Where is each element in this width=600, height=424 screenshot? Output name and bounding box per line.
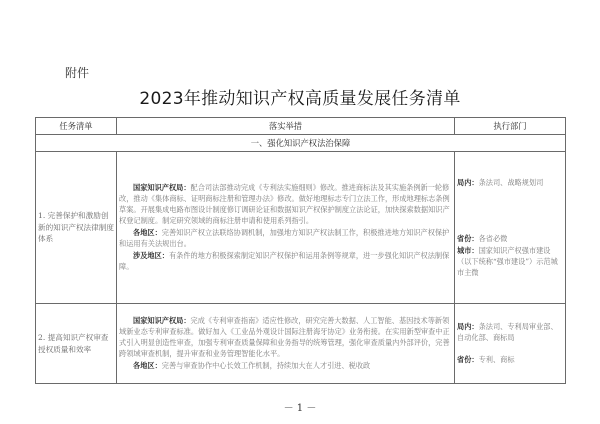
dept-label: 局内： [457,322,479,331]
table-row [36,152,566,304]
task-table [35,117,566,384]
header-task-list: 任务清单 [36,118,117,135]
measure-item [119,227,452,249]
dept-label: 省份： [457,355,479,364]
measure-text: 完成《专利审查指南》适应性修改，研究完善大数据、人工智能、基因技术等新领域新业态专利审查标准。做好加入《工业品外观设计国际注册海牙协定》业务衔接。在实用新型审查中正式引入明显创造性审查，加强专利审查质量保障和业务指导的统筹管理，强化审查质量内外部评价，完善跨领域审查机制，提升审查和业务管理智能化水平。 [119,316,450,358]
measure-text: 有条件的地方积极探索制定知识产权保护和运用条例等规章，进一步强化知识产权法制保障。 [119,251,450,271]
task-name: 1. 完善保护和激励创新的知识产权法律制度体系 [36,152,117,304]
dept-label: 城市： [457,245,479,255]
dept-text: 条法司、战略规划司 [478,177,544,187]
dept-label: 省份： [457,233,479,243]
measures-cell [117,152,455,304]
page-number: － 1 － [283,403,317,414]
measure-item [119,315,452,359]
measure-label: 各地区： [133,361,162,370]
task-name: 2. 提高知识产权审查授权质量和效率 [36,304,117,384]
measure-item [119,250,452,272]
dept-text: 条法司、专利局审业部、自动化部、商标局 [457,322,558,342]
measure-item [119,182,452,226]
measure-label: 涉及地区： [133,251,169,260]
table-row [36,304,566,384]
dept-item [457,233,563,244]
measure-label: 各地区： [133,228,162,237]
dept-item [457,245,563,278]
section-row [36,135,566,152]
section-title: 一、强化知识产权法治保障 [36,135,566,152]
document-title: 2023年推动知识产权高质量发展任务清单 [139,89,461,109]
dept-item [457,177,563,188]
dept-text: 各省必微 [478,233,508,243]
dept-text: 专利、商标 [478,355,515,364]
department-cell [455,152,566,304]
measure-text: 完善知识产权立法联络协调机制，加强地方知识产权法制工作，积极推进地方知识产权保护和运用有关法规出台。 [119,228,450,248]
measures-cell [117,304,455,384]
department-cell [455,304,566,384]
dept-label: 局内： [457,177,479,187]
measure-text: 配合司法部推动完成《专利法实施细则》修改。推进商标法及其实施条例新一轮修改，推动《集体商标、证明商标注册和管理办法》修改。做好地理标志专门立法工作，形成地理标志条例草案。开展集成电路布图设计制度修订调研论证和数据知识产权保护制度立法论证，加快探索数据知识产权登记制度。制定研究领域的商标注册申请和使用系列指引。 [119,183,450,225]
measure-label: 国家知识产权局： [133,316,191,325]
table-header-row [36,118,566,135]
dept-item [457,321,563,343]
header-measures: 落实举措 [117,118,455,135]
measure-item [119,360,452,371]
header-department: 执行部门 [455,118,566,135]
attachment-label: 附件 [65,66,90,80]
dept-text: 国家知识产权强市建设（以下统称“强市建设”）示范城市主微 [457,245,558,277]
measure-text: 完善与审查协作中心长效工作机制，持续加大在人才引进、税收政 [161,361,371,370]
dept-item [457,354,563,365]
measure-label: 国家知识产权局： [133,183,191,192]
